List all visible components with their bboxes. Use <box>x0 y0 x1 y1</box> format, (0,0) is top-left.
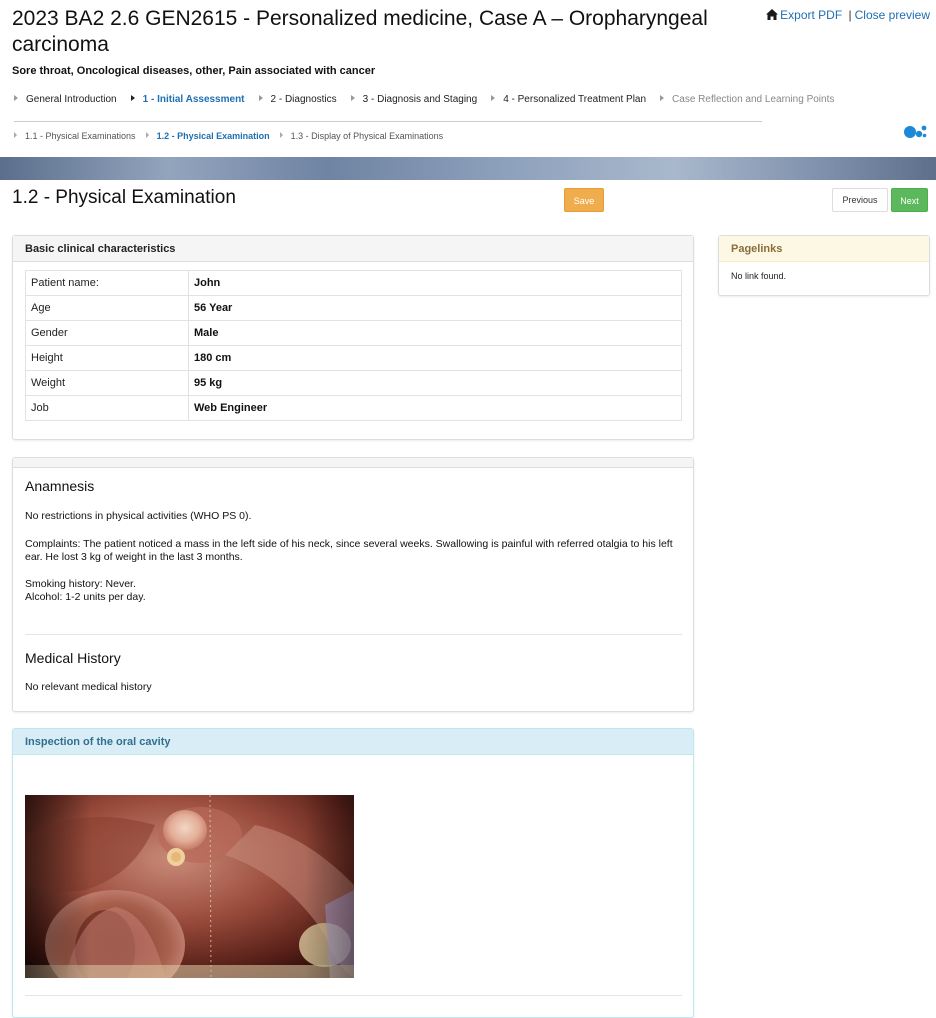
next-button[interactable]: Next <box>891 188 928 212</box>
field-value: Male <box>189 321 682 346</box>
field-label: Height <box>26 346 189 371</box>
home-icon <box>766 9 778 20</box>
logo-icon <box>902 123 928 139</box>
step-label: 1 - Initial Assessment <box>142 94 245 105</box>
field-value: John <box>189 271 682 296</box>
anamnesis-divider <box>25 634 682 635</box>
export-pdf-label: Export PDF <box>780 8 843 22</box>
field-value: 56 Year <box>189 296 682 321</box>
substep-navigation <box>14 131 453 141</box>
step-5[interactable] <box>491 94 646 105</box>
chevron-right-icon <box>146 132 149 138</box>
chevron-right-icon <box>131 95 135 101</box>
field-value: 95 kg <box>189 371 682 396</box>
anamnesis-title: Anamnesis <box>25 478 95 494</box>
basic-characteristics-panel <box>12 235 694 440</box>
anamnesis-panel <box>12 457 694 712</box>
step-3[interactable] <box>259 94 337 105</box>
step-6[interactable] <box>660 94 834 105</box>
chevron-right-icon <box>259 95 263 101</box>
link-separator: | <box>848 8 852 22</box>
inspection-panel <box>12 728 694 1018</box>
table-row <box>26 321 682 346</box>
chevron-right-icon <box>660 95 664 101</box>
table-row <box>26 271 682 296</box>
step-divider <box>14 121 762 122</box>
step-label: 2 - Diagnostics <box>270 94 337 105</box>
oral-cavity-photo <box>25 795 354 978</box>
step-label: 3 - Diagnosis and Staging <box>362 94 478 105</box>
substep-1[interactable] <box>14 131 136 141</box>
medical-history-text: No relevant medical history <box>25 681 152 693</box>
step-label: General Introduction <box>26 94 117 105</box>
field-value: 180 cm <box>189 346 682 371</box>
inspection-title: Inspection of the oral cavity <box>13 729 693 755</box>
chevron-right-icon <box>351 95 355 101</box>
basic-characteristics-title: Basic clinical characteristics <box>13 236 693 262</box>
top-links <box>766 8 930 22</box>
step-label: Case Reflection and Learning Points <box>672 94 835 105</box>
pagelinks-title: Pagelinks <box>719 236 929 262</box>
table-row <box>26 396 682 421</box>
smoking-text: Smoking history: Never. <box>25 578 136 590</box>
step-4[interactable] <box>351 94 478 105</box>
step-2[interactable] <box>131 94 245 105</box>
close-preview-link[interactable]: Close preview <box>854 8 930 22</box>
previous-button[interactable]: Previous <box>832 188 888 212</box>
field-value: Web Engineer <box>189 396 682 421</box>
field-label: Gender <box>26 321 189 346</box>
chevron-right-icon <box>14 132 17 138</box>
chevron-right-icon <box>14 95 18 101</box>
alcohol-text: Alcohol: 1-2 units per day. <box>25 591 146 603</box>
step-1[interactable] <box>14 94 117 105</box>
substep-label: 1.3 - Display of Physical Examinations <box>290 131 444 141</box>
pagelinks-panel <box>718 235 930 296</box>
field-label: Weight <box>26 371 189 396</box>
save-button[interactable]: Save <box>564 188 604 212</box>
field-label: Job <box>26 396 189 421</box>
chevron-right-icon <box>280 132 283 138</box>
chevron-right-icon <box>491 95 495 101</box>
substep-3[interactable] <box>280 131 444 141</box>
table-row <box>26 371 682 396</box>
page-title: 2023 BA2 2.6 GEN2615 - Personalized medicine, Case A – Oropharyngeal carcinoma <box>12 7 708 56</box>
medical-history-title: Medical History <box>25 650 121 666</box>
section-heading: 1.2 - Physical Examination <box>12 187 236 208</box>
field-label: Age <box>26 296 189 321</box>
substep-label: 1.1 - Physical Examinations <box>25 131 136 141</box>
substep-2[interactable] <box>146 131 270 141</box>
complaints-text: Complaints: The patient noticed a mass in the left side of his neck, since several weeks. Swallowing is painful with referred otalgia to his left ear. He lost 3 kg of weight in the last 3 months. <box>25 538 673 563</box>
table-row <box>26 346 682 371</box>
pagelinks-empty: No link found. <box>731 271 787 281</box>
patient-info-table <box>25 270 682 421</box>
substep-label: 1.2 - Physical Examination <box>156 131 270 141</box>
table-row <box>26 296 682 321</box>
field-label: Patient name: <box>26 271 189 296</box>
step-label: 4 - Personalized Treatment Plan <box>503 94 647 105</box>
anamnesis-panel-header <box>13 458 693 468</box>
activity-text: No restrictions in physical activities (WHO PS 0). <box>25 510 252 522</box>
export-pdf-link[interactable] <box>766 8 845 22</box>
case-keywords: Sore throat, Oncological diseases, other, Pain associated with cancer <box>12 65 376 77</box>
header-banner <box>0 157 936 180</box>
step-navigation <box>14 94 930 110</box>
